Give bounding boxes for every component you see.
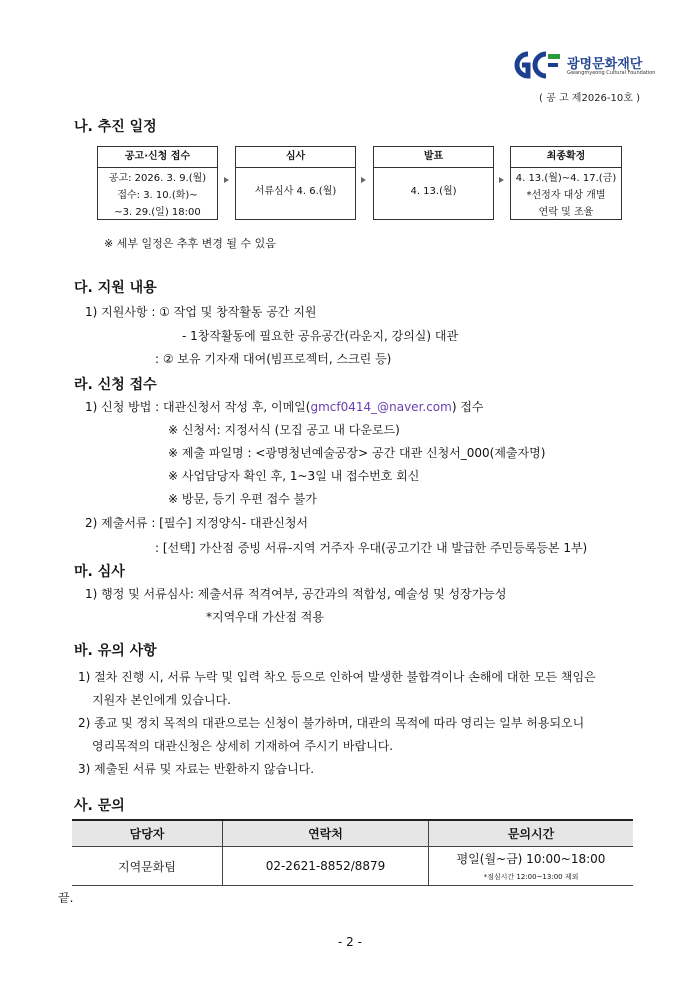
schedule-line: 공고: 2026. 3. 9.(월)	[108, 173, 207, 184]
contact-team: 지역문화팀	[72, 847, 223, 886]
schedule-step-body	[374, 168, 493, 200]
contact-header-person: 담당자	[72, 820, 223, 847]
arrow-icon	[499, 177, 504, 183]
schedule-step-body	[511, 168, 621, 221]
schedule-line: ~3. 29.(일) 18:00	[114, 207, 201, 218]
logo-text: 광명문화재단	[567, 57, 643, 72]
schedule-line: 서류심사 4. 6.(월)	[254, 186, 337, 197]
contact-hours-main: 평일(월~금) 10:00~18:00	[456, 852, 606, 866]
caution-line-1b: 지원자 본인에게 있습니다.	[92, 693, 231, 707]
support-line-1: 1) 지원사항 : ① 작업 및 창작활동 공간 지원	[85, 305, 317, 319]
application-method-text: ) 접수	[451, 400, 484, 414]
schedule-step-final	[510, 146, 622, 220]
schedule-step-head: 심사	[236, 147, 355, 168]
schedule-line: 4. 13.(월)	[410, 186, 457, 197]
page-number: - 2 -	[338, 935, 362, 949]
schedule-step-announce	[373, 146, 494, 220]
section-title-review: 마. 심사	[74, 564, 125, 580]
schedule-step-body	[236, 168, 355, 200]
foundation-logo	[512, 50, 656, 84]
section-title-caution: 바. 유의 사항	[74, 643, 157, 659]
section-title-support: 다. 지원 내용	[74, 280, 157, 296]
logo-subtext: Gwangmyeong Cultural Foundation	[567, 70, 656, 76]
caution-line-1: 1) 절차 진행 시, 서류 누락 및 입력 착오 등으로 인하여 발생한 불합격이나 손해에 대한 모든 책임은	[78, 670, 596, 684]
schedule-step-apply	[97, 146, 218, 220]
contact-table	[72, 819, 633, 886]
contact-header-phone: 연락처	[223, 820, 429, 847]
schedule-note: ※ 세부 일정은 추후 변경 될 수 있음	[104, 237, 276, 250]
schedule-step-body	[98, 168, 217, 221]
application-method	[85, 398, 484, 415]
support-line-3: : ② 보유 기자재 대여(빔프로젝터, 스크린 등)	[155, 352, 392, 366]
schedule-step-head: 발표	[374, 147, 493, 168]
schedule-line: 연락 및 조율	[538, 207, 594, 218]
caution-line-3: 3) 제출된 서류 및 자료는 반환하지 않습니다.	[78, 762, 315, 776]
caution-line-2: 2) 종교 및 정치 목적의 대관으로는 신청이 불가하며, 대관의 목적에 따라 영리는 일부 허용되오니	[78, 716, 585, 730]
foundation-logo-icon	[512, 50, 562, 80]
section-title-contact: 사. 문의	[74, 798, 125, 814]
schedule-line: 4. 13.(월)~4. 17.(금)	[515, 173, 617, 184]
contact-hours-note: *점심시간 12:00~13:00 제외	[483, 873, 579, 881]
application-note: ※ 방문, 등기 우편 접수 불가	[168, 492, 317, 506]
application-method-text: 1) 신청 방법 : 대관신청서 작성 후, 이메일(	[85, 400, 311, 414]
application-note: ※ 신청서: 지정서식 (모집 공고 내 다운로드)	[168, 423, 400, 437]
section-title-schedule: 나. 추진 일정	[74, 119, 157, 135]
schedule-step-review	[235, 146, 356, 220]
schedule-step-head: 최종확정	[511, 147, 621, 168]
documents-optional: : [선택] 가산점 증빙 서류-지역 거주자 우대(공고기간 내 발급한 주민등록등본 1부)	[155, 541, 588, 555]
arrow-icon	[361, 177, 366, 183]
review-line-2: *지역우대 가산점 적용	[206, 610, 324, 624]
caution-line-2b: 영리목적의 대관신청은 상세히 기재하여 주시기 바랍니다.	[92, 739, 394, 753]
contact-table-header	[72, 820, 633, 847]
documents-required: 2) 제출서류 : [필수] 지정양식- 대관신청서	[85, 516, 309, 530]
table-row	[72, 847, 633, 886]
email-link[interactable]: gmcf0414_@naver.com	[310, 400, 452, 414]
arrow-icon	[224, 177, 229, 183]
notice-number: ( 공 고 제2026-10호 )	[539, 93, 640, 104]
review-line-1: 1) 행정 및 서류심사: 제출서류 적격여부, 공간과의 적합성, 예술성 및 성장가능성	[85, 587, 507, 601]
schedule-line: *선정자 대상 개별	[526, 190, 606, 201]
application-note: ※ 제출 파일명 : <광명청년예술공장> 공간 대관 신청서_000(제출자명)	[168, 446, 546, 460]
contact-phone: 02-2621-8852/8879	[223, 847, 429, 886]
support-line-2: - 1창작활동에 필요한 공유공간(라운지, 강의실) 대관	[182, 329, 459, 343]
application-note: ※ 사업담당자 확인 후, 1~3일 내 접수번호 회신	[168, 469, 420, 483]
contact-hours	[429, 847, 634, 886]
end-mark: 끝.	[58, 891, 74, 905]
schedule-step-head: 공고·신청 접수	[98, 147, 217, 168]
schedule-line: 접수: 3. 10.(화)~	[117, 190, 198, 201]
contact-header-hours: 문의시간	[429, 820, 634, 847]
section-title-application: 라. 신청 접수	[74, 377, 157, 393]
